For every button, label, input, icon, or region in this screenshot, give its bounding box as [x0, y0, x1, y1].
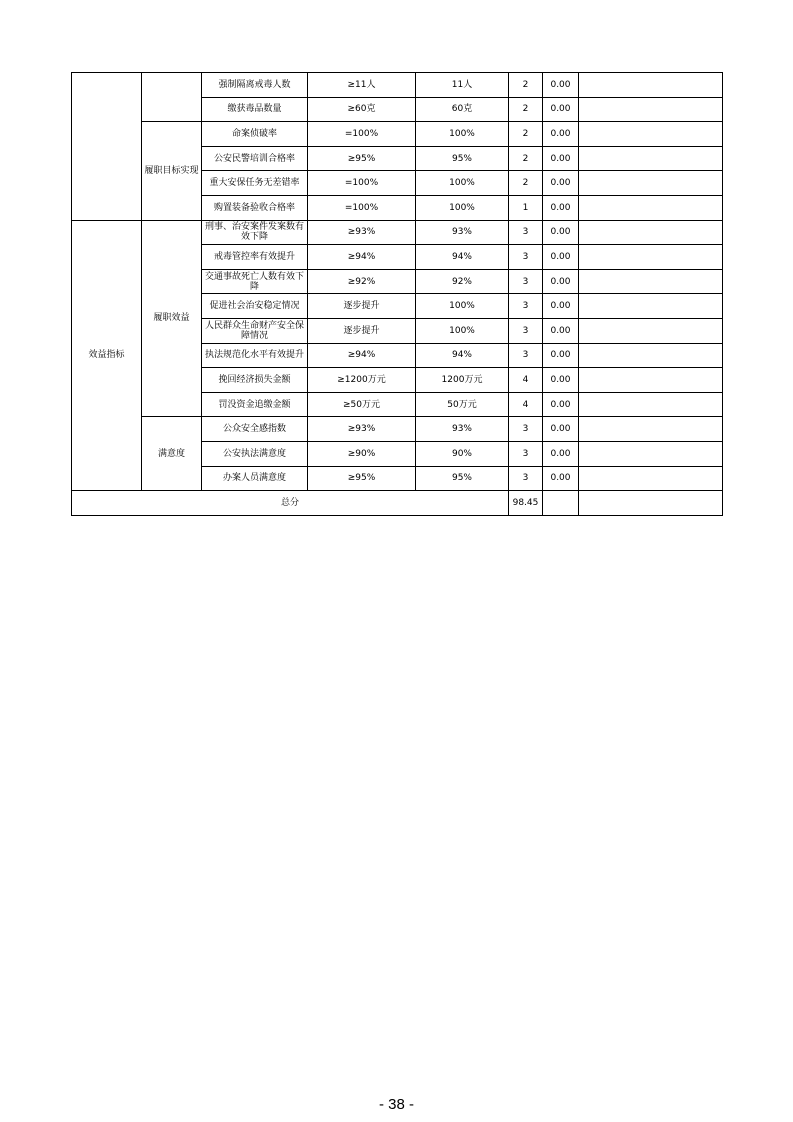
weight-cell: 3 — [509, 294, 543, 319]
table-row — [72, 73, 723, 98]
note-cell — [579, 466, 723, 491]
indicator-cell: 促进社会治安稳定情况 — [202, 294, 308, 319]
actual-cell: 92% — [416, 269, 509, 294]
deduct-cell: 0.00 — [543, 368, 579, 393]
total-deduct-cell — [543, 491, 579, 516]
indicator-cell: 强制隔离戒毒人数 — [202, 73, 308, 98]
note-cell — [579, 441, 723, 466]
actual-cell: 100% — [416, 195, 509, 220]
page-number: - 38 - — [378, 1096, 414, 1113]
target-cell: ≥50万元 — [308, 392, 416, 417]
actual-cell: 60克 — [416, 97, 509, 122]
indicator-cell: 戒毒管控率有效提升 — [202, 245, 308, 270]
total-row — [72, 491, 723, 516]
target-cell: ≥92% — [308, 269, 416, 294]
indicator-cell: 办案人员满意度 — [202, 466, 308, 491]
total-note-cell — [579, 491, 723, 516]
target-cell: =100% — [308, 195, 416, 220]
note-cell — [579, 417, 723, 442]
total-score: 98.45 — [509, 491, 543, 516]
deduct-cell: 0.00 — [543, 97, 579, 122]
indicator-cell: 缴获毒品数量 — [202, 97, 308, 122]
weight-cell: 1 — [509, 195, 543, 220]
actual-cell: 100% — [416, 318, 509, 343]
note-cell — [579, 97, 723, 122]
weight-cell: 2 — [509, 73, 543, 98]
deduct-cell: 0.00 — [543, 294, 579, 319]
deduct-cell: 0.00 — [543, 245, 579, 270]
category-l1-cell — [72, 73, 142, 221]
weight-cell: 2 — [509, 171, 543, 196]
target-cell: =100% — [308, 122, 416, 147]
note-cell — [579, 122, 723, 147]
deduct-cell: 0.00 — [543, 318, 579, 343]
deduct-cell: 0.00 — [543, 220, 579, 245]
indicator-cell: 执法规范化水平有效提升 — [202, 343, 308, 368]
weight-cell: 4 — [509, 368, 543, 393]
actual-cell: 50万元 — [416, 392, 509, 417]
category-l2-cell: 满意度 — [142, 417, 202, 491]
target-cell: ≥94% — [308, 245, 416, 270]
actual-cell: 100% — [416, 171, 509, 196]
target-cell: ≥1200万元 — [308, 368, 416, 393]
target-cell: 逐步提升 — [308, 318, 416, 343]
note-cell — [579, 392, 723, 417]
target-cell: =100% — [308, 171, 416, 196]
note-cell — [579, 195, 723, 220]
weight-cell: 2 — [509, 146, 543, 171]
note-cell — [579, 318, 723, 343]
category-l2-cell: 履职目标实现 — [142, 122, 202, 220]
actual-cell: 1200万元 — [416, 368, 509, 393]
deduct-cell: 0.00 — [543, 73, 579, 98]
indicator-cell: 公众安全感指数 — [202, 417, 308, 442]
note-cell — [579, 269, 723, 294]
weight-cell: 3 — [509, 269, 543, 294]
actual-cell: 90% — [416, 441, 509, 466]
actual-cell: 93% — [416, 417, 509, 442]
target-cell: ≥90% — [308, 441, 416, 466]
actual-cell: 94% — [416, 343, 509, 368]
deduct-cell: 0.00 — [543, 417, 579, 442]
actual-cell: 95% — [416, 146, 509, 171]
category-l2-cell: 履职效益 — [142, 220, 202, 417]
actual-cell: 100% — [416, 122, 509, 147]
indicator-cell: 重大安保任务无差错率 — [202, 171, 308, 196]
weight-cell: 3 — [509, 466, 543, 491]
weight-cell: 3 — [509, 318, 543, 343]
category-l2-cell — [142, 73, 202, 122]
deduct-cell: 0.00 — [543, 392, 579, 417]
target-cell: ≥94% — [308, 343, 416, 368]
table-row — [72, 417, 723, 442]
note-cell — [579, 171, 723, 196]
weight-cell: 3 — [509, 245, 543, 270]
deduct-cell: 0.00 — [543, 441, 579, 466]
deduct-cell: 0.00 — [543, 269, 579, 294]
table-row — [72, 220, 723, 245]
target-cell: 逐步提升 — [308, 294, 416, 319]
table-row — [72, 122, 723, 147]
note-cell — [579, 245, 723, 270]
target-cell: ≥93% — [308, 417, 416, 442]
indicator-cell: 购置装备验收合格率 — [202, 195, 308, 220]
weight-cell: 3 — [509, 220, 543, 245]
note-cell — [579, 343, 723, 368]
note-cell — [579, 294, 723, 319]
indicator-cell: 交通事故死亡人数有效下降 — [202, 269, 308, 294]
indicator-cell: 公安民警培训合格率 — [202, 146, 308, 171]
weight-cell: 3 — [509, 343, 543, 368]
deduct-cell: 0.00 — [543, 466, 579, 491]
target-cell: ≥60克 — [308, 97, 416, 122]
note-cell — [579, 368, 723, 393]
performance-table — [71, 72, 723, 516]
indicator-cell: 挽回经济损失金额 — [202, 368, 308, 393]
actual-cell: 95% — [416, 466, 509, 491]
weight-cell: 3 — [509, 417, 543, 442]
actual-cell: 93% — [416, 220, 509, 245]
weight-cell: 2 — [509, 97, 543, 122]
target-cell: ≥95% — [308, 466, 416, 491]
actual-cell: 100% — [416, 294, 509, 319]
indicator-cell: 命案侦破率 — [202, 122, 308, 147]
target-cell: ≥95% — [308, 146, 416, 171]
note-cell — [579, 73, 723, 98]
target-cell: ≥11人 — [308, 73, 416, 98]
category-l1-cell: 效益指标 — [72, 220, 142, 491]
indicator-cell: 人民群众生命财产安全保障情况 — [202, 318, 308, 343]
note-cell — [579, 146, 723, 171]
actual-cell: 94% — [416, 245, 509, 270]
indicator-cell: 公安执法满意度 — [202, 441, 308, 466]
deduct-cell: 0.00 — [543, 171, 579, 196]
indicator-cell: 罚没资金追缴金额 — [202, 392, 308, 417]
deduct-cell: 0.00 — [543, 122, 579, 147]
weight-cell: 2 — [509, 122, 543, 147]
total-label: 总分 — [72, 491, 509, 516]
indicator-cell: 刑事、治安案件发案数有效下降 — [202, 220, 308, 245]
weight-cell: 4 — [509, 392, 543, 417]
deduct-cell: 0.00 — [543, 343, 579, 368]
target-cell: ≥93% — [308, 220, 416, 245]
deduct-cell: 0.00 — [543, 195, 579, 220]
actual-cell: 11人 — [416, 73, 509, 98]
deduct-cell: 0.00 — [543, 146, 579, 171]
note-cell — [579, 220, 723, 245]
weight-cell: 3 — [509, 441, 543, 466]
